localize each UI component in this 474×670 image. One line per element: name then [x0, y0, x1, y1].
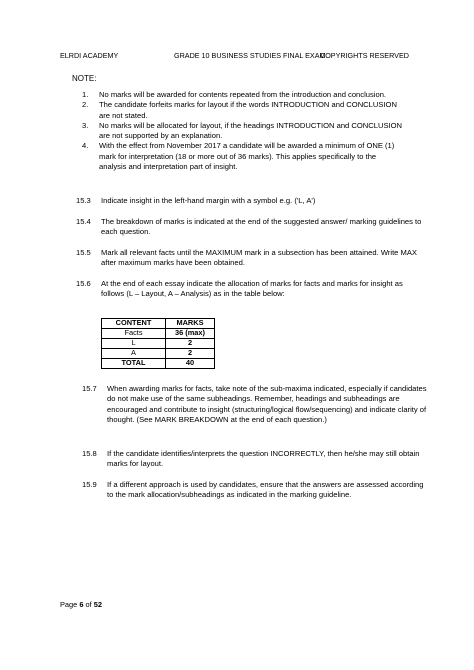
table-cell: 2	[166, 339, 215, 349]
note-item: 2. The candidate forfeits marks for layout if the words INTRODUCTION and CONCLUSION are not stated.	[82, 100, 397, 120]
table-header-row	[102, 319, 215, 329]
table-cell: L	[102, 339, 166, 349]
note-list	[82, 90, 402, 172]
footer-page-number: 6	[79, 600, 84, 609]
table-cell: TOTAL	[102, 359, 166, 369]
note-title: NOTE:	[72, 74, 97, 83]
header-copyright: COPYRIGHTS RESERVED	[320, 51, 409, 60]
section-15-7: 15.7 When awarding marks for facts, take note of the sub-maxima indicated, especially if candidates do not make use of the same subheadings. Remember, headings and subheadings are encouraged and contribute to insight (structuring/logical flow/sequencing) and indicate clarity of thought. (See MARK BREAKDOWN at the end of each question.)	[82, 384, 427, 424]
table-row	[102, 339, 215, 349]
table-cell: Facts	[102, 329, 166, 339]
section-15-5: 15.5 Mark all relevant facts until the MAXIMUM mark in a subsection has been attained. Write MAX after maximum marks have been obtained.	[76, 248, 417, 268]
footer-of-label: of	[85, 600, 92, 609]
table-cell: 40	[166, 359, 215, 369]
note-item: 4. With the effect from November 2017 a candidate will be awarded a minimum of ONE (1) mark for interpretation (18 or more out of 36 marks). This applies specifically to the analysis and interpretation part of insight.	[82, 141, 395, 172]
table-row	[102, 359, 215, 369]
note-item: 3. No marks will be allocated for layout, if the headings INTRODUCTION and CONCLUSION are not supported by an explanation.	[82, 120, 403, 141]
section-15-4: 15.4 The breakdown of marks is indicated at the end of the suggested answer/ marking guidelines to each question.	[76, 217, 422, 237]
footer-page-label: Page	[60, 600, 78, 609]
table-header-cell: CONTENT	[102, 319, 166, 329]
table-cell: 2	[166, 349, 215, 359]
header-exam-title: GRADE 10 BUSINESS STUDIES FINAL EXAM	[174, 51, 326, 60]
section-15-8: 15.8 If the candidate identifies/interprets the question INCORRECTLY, then he/she may still obtain marks for layout.	[82, 449, 420, 469]
page-footer	[60, 600, 102, 609]
table-cell: A	[102, 349, 166, 359]
section-15-3: 15.3 Indicate insight in the left-hand margin with a symbol e.g. ('L, A')	[76, 196, 316, 205]
marks-table	[101, 318, 215, 369]
section-15-6: 15.6 At the end of each essay indicate the allocation of marks for facts and marks for insight as follows (L – Layout, A – Analysis) as in the table below:	[76, 279, 403, 299]
note-item: 1. No marks will be awarded for contents repeated from the introduction and conclusion.	[82, 90, 387, 99]
section-15-9: 15.9 If a different approach is used by candidates, ensure that the answers are assessed according to the mark allocation/subheadings as indicated in the marking guideline.	[82, 480, 424, 500]
table-row	[102, 349, 215, 359]
header-school: ELRDI ACADEMY	[60, 51, 119, 60]
footer-total-pages: 52	[93, 600, 102, 609]
table-header-cell: MARKS	[166, 319, 215, 329]
table-row	[102, 329, 215, 339]
table-cell: 36 (max)	[166, 329, 215, 339]
